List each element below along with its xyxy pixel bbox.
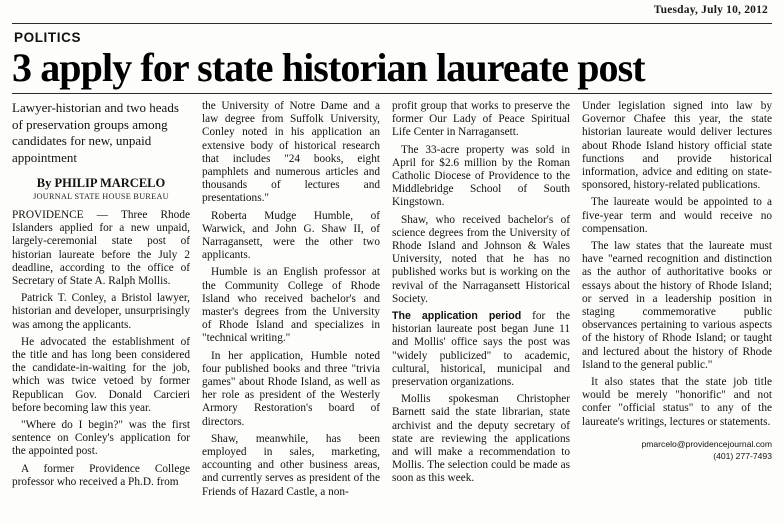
article-column-1 bbox=[12, 100, 202, 493]
article-column-2 bbox=[202, 100, 392, 503]
paragraph: It also states that the state job title would be merely "honorific" and not confer "official status" to any of the laureate's writings, lectures or statements. bbox=[582, 376, 772, 428]
paragraph: The law states that the laureate must have "earned recognition and distinction as the author of authoritative books or essays about the history of Rhode Island; or served in a leadership position in staging commemorative public observances pertaining to various aspects of the history of Rhode Island; or taught and lectured about the history of Rhode Island to the general public." bbox=[582, 240, 772, 371]
article-column-4 bbox=[582, 100, 772, 461]
paragraph: PROVIDENCE — Three Rhode Islanders applied for a new unpaid, largely-ceremonial state post of historian laureate before the July 2 deadline, according to the office of Secretary of State A. Ralph Mollis. bbox=[12, 209, 190, 288]
author-email: pmarcelo@providencejournal.com bbox=[641, 438, 772, 449]
page-title: 3 apply for state historian laureate post bbox=[12, 45, 645, 90]
section-kicker: POLITICS bbox=[14, 30, 82, 45]
paragraph: Roberta Mudge Humble, of Warwick, and John G. Shaw II, of Narragansett, were the other two applicants. bbox=[202, 209, 380, 262]
paragraph-with-bold-lead bbox=[392, 310, 570, 389]
headline-divider bbox=[12, 93, 772, 94]
paragraph: Under legislation signed into law by Governor Chafee this year, the state historian laureate would deliver lectures about Rhode Island history official state functions and provide historical information, advice and editing on state-sponsored, history-related publications. bbox=[582, 100, 772, 192]
top-divider bbox=[12, 23, 772, 24]
paragraph: Humble is an English professor at the Community College of Rhode Island who received bachelor's and master's degrees from the University of Rhode Island and specializes in "technical writing." bbox=[202, 266, 380, 345]
paragraph: Shaw, meanwhile, has been employed in sales, marketing, accounting and other business areas, and currently serves as president of the Friends of Hazard Castle, a non- bbox=[202, 432, 380, 498]
paragraph: A former Providence College professor who received a Ph.D. from bbox=[12, 462, 190, 488]
paragraph: "Where do I begin?" was the first sentence on Conley's application for the appointed post. bbox=[12, 419, 190, 458]
author-contact bbox=[582, 439, 772, 461]
dateline-row bbox=[10, 0, 774, 20]
paragraph: the University of Notre Dame and a law degree from Suffolk University, Conley noted in his application an extensive body of historical research that includes "24 books, eight pamphlets and numerous articles and thousands of lectures and presentations." bbox=[202, 100, 380, 205]
paragraph: He advocated the establishment of the title and has long been considered the candidate-in-waiting for the job, which was twice vetoed by former Republican Gov. Donald Carcieri before becoming law this year. bbox=[12, 335, 190, 414]
bold-lead-rest: for the historian laureate post began June 11 and Mollis' office says the post was "widely publicized" to academic, cultural, historical, municipal and preservation organizations. bbox=[392, 310, 571, 389]
dateline: Tuesday, July 10, 2012 bbox=[653, 4, 768, 16]
article-column-3 bbox=[392, 100, 582, 490]
paragraph: The laureate would be appointed to a five-year term and would receive no compensation. bbox=[582, 196, 772, 235]
article-deck: Lawyer-historian and two heads of preservation groups among candidates for new, unpaid appointment bbox=[12, 100, 179, 165]
paragraph: Shaw, who received bachelor's of science degrees from the University of Rhode Island and Johnson & Wales University, noted that he has no published works but is working on the revival of the Narragansett Historical Society. bbox=[392, 213, 570, 305]
paragraph: In her application, Humble noted four published books and three "trivia games" about Rhode Island, as well as her role as president of the Westerly Armory Restoration's board of directors. bbox=[202, 349, 380, 428]
paragraph: Patrick T. Conley, a Bristol lawyer, historian and developer, unsurprisingly was among the applicants. bbox=[12, 292, 190, 331]
author-phone: (401) 277-7493 bbox=[713, 450, 772, 461]
paragraph: profit group that works to preserve the former Our Lady of Peace Spiritual Life Center in Narragansett. bbox=[392, 100, 570, 139]
article-columns bbox=[10, 100, 774, 503]
byline-organization: JOURNAL STATE HOUSE BUREAU bbox=[33, 192, 169, 201]
paragraph: Mollis spokesman Christopher Barnett said the state librarian, state archivist and the deputy secretary of state are reviewing the applications and will make a recommendation to Mollis. The selection could be made as soon as this week. bbox=[392, 393, 570, 485]
byline-author: By PHILIP MARCELO bbox=[36, 176, 166, 190]
paragraph: The 33-acre property was sold in April for $2.6 million by the Roman Catholic Diocese of Providence to the Middlebridge School of South Kingstown. bbox=[392, 143, 570, 209]
bold-lead-text: The application period bbox=[392, 310, 522, 323]
